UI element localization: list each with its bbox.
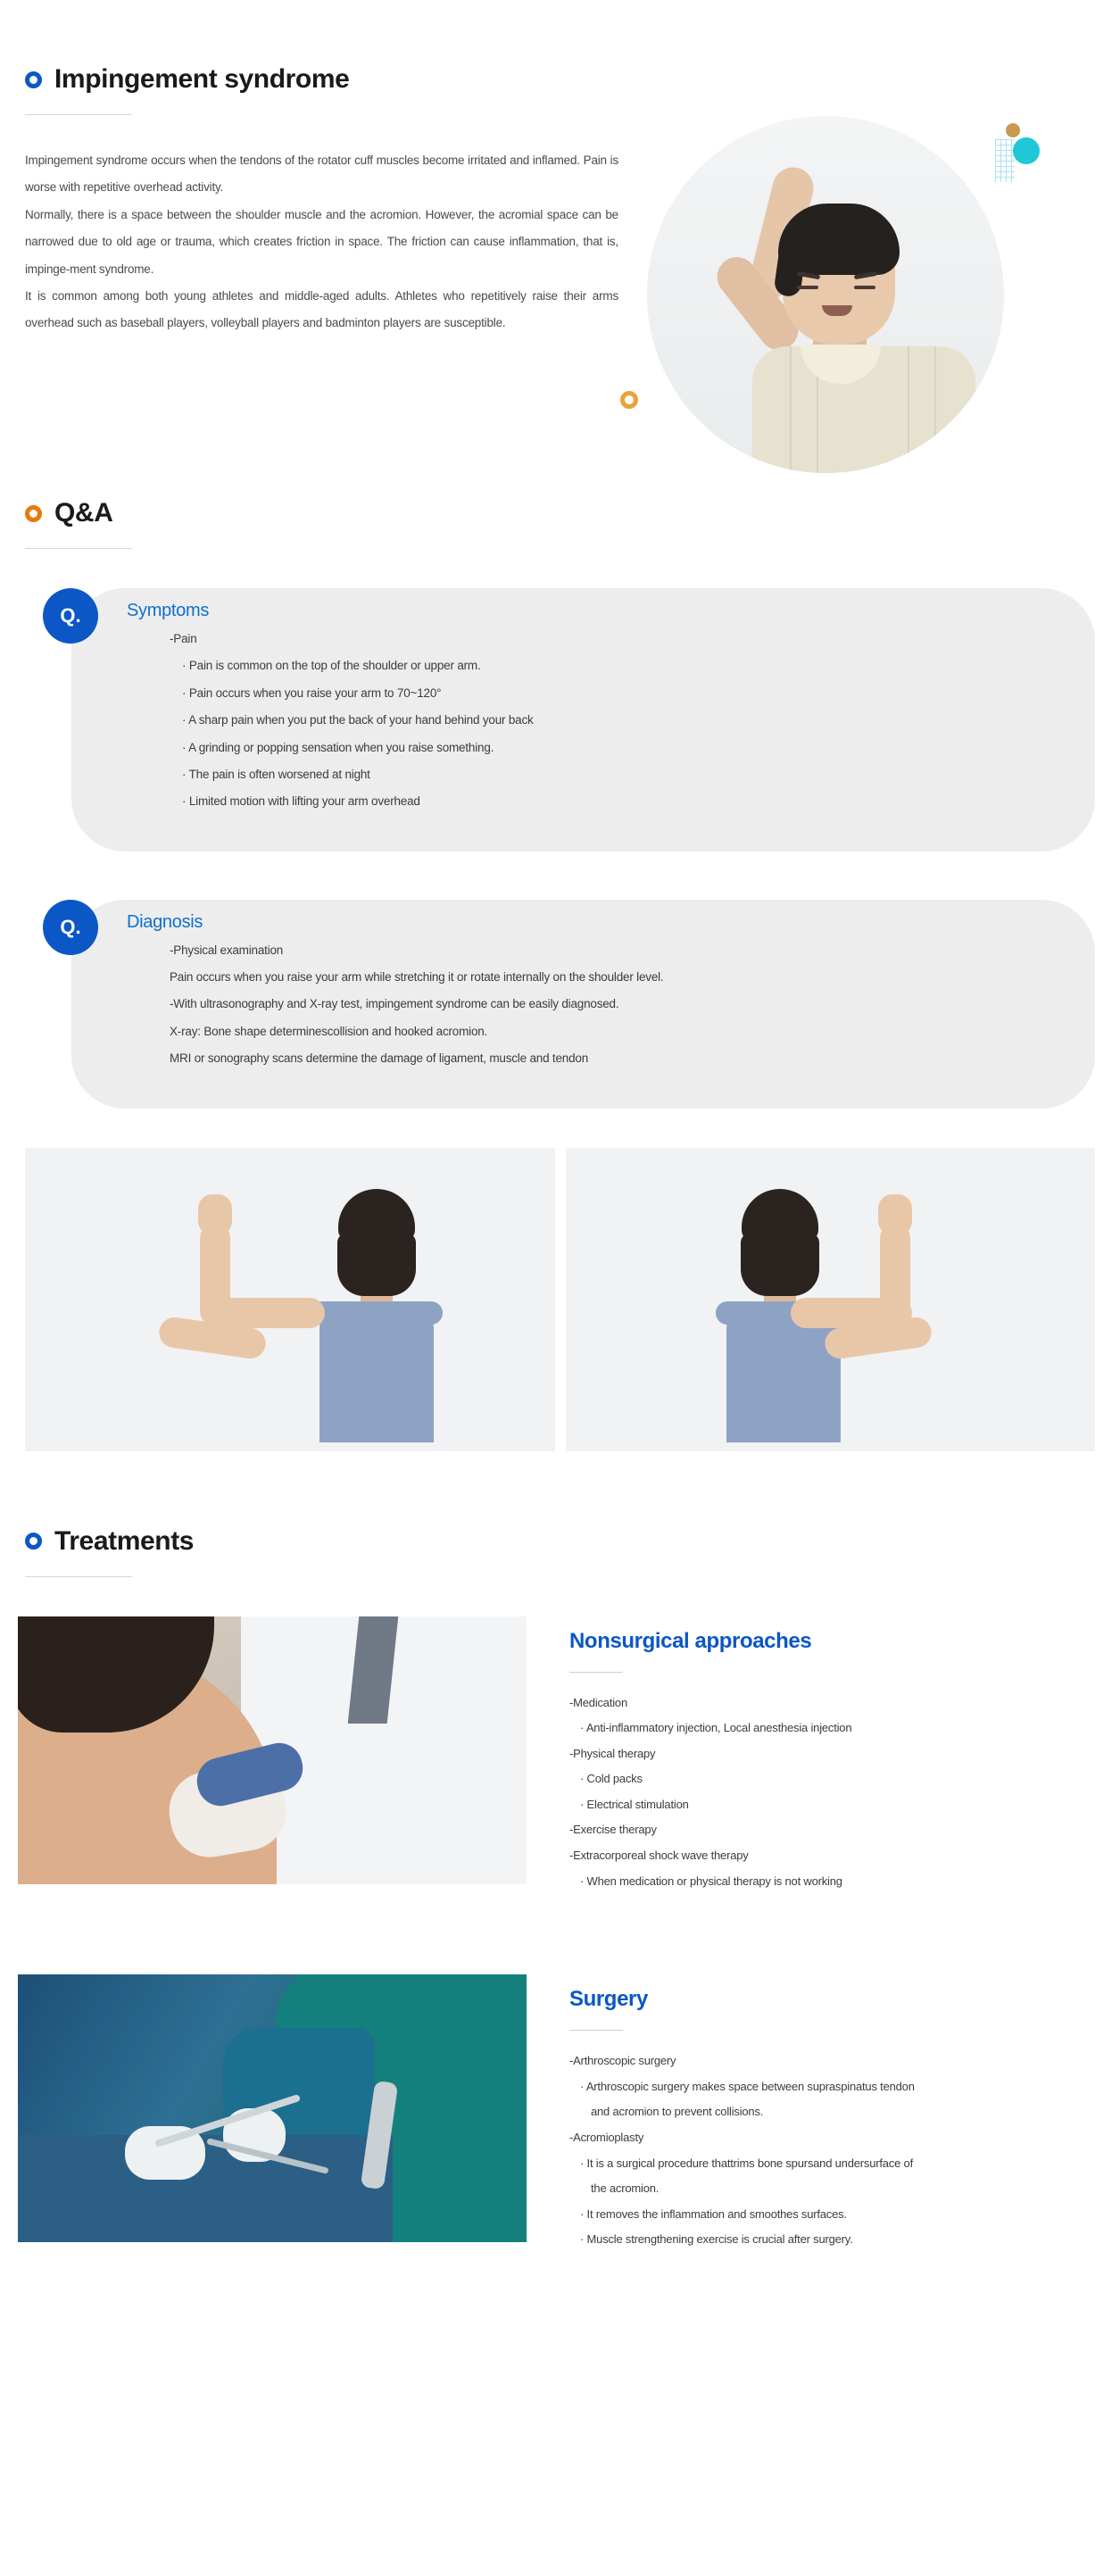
gold-dot-decoration (1006, 123, 1020, 137)
treatment-line: · Anti-inflammatory injection, Local anesthesia injection (580, 1721, 852, 1735)
treatment-line: -Acromioplasty (569, 2131, 644, 2145)
model-hair (742, 1189, 818, 1241)
answer-line: · Pain is common on the top of the shoulder or upper arm. (182, 659, 481, 673)
model-hand (878, 1194, 912, 1235)
treatment-block (18, 1974, 1095, 2253)
treatment-line: · It removes the inflammation and smoothes surfaces. (580, 2206, 847, 2221)
treatment-text (569, 1616, 851, 1895)
heading-divider (25, 548, 132, 549)
qa-answer-bubble (71, 900, 1095, 1109)
treatment-line: the acromion. (591, 2181, 660, 2196)
qa-item (0, 588, 1120, 852)
qa-title: Q&A (54, 498, 113, 528)
qa-section (0, 498, 1120, 1109)
figure-eye (854, 286, 875, 289)
answer-line: -Physical examination (170, 943, 284, 957)
treatment-list (569, 1691, 851, 1895)
model-torso (726, 1309, 841, 1442)
treatment-line: -Physical therapy (569, 1746, 656, 1760)
bullet-ring-icon (25, 1533, 42, 1550)
qa-item (0, 900, 1120, 1109)
model-arm-vertical (880, 1223, 910, 1326)
answer-line: · A grinding or popping sensation when you raise something. (182, 740, 494, 754)
treatment-line: -Arthroscopic surgery (569, 2054, 676, 2068)
model-shoulders (309, 1301, 443, 1325)
figure-eye (797, 286, 818, 289)
qa-heading (0, 498, 1120, 528)
answer-line: Pain occurs when you raise your arm while stretching it or rotate internally on the shoulder level. (170, 970, 664, 984)
ultrasound-photo (18, 1616, 527, 1884)
hero-illustration (647, 116, 1040, 473)
surgical-drape (18, 2135, 393, 2242)
intro-paragraph: It is common among both young athletes and middle-aged adults. Athletes who repetitively raise their arms overhead such as baseball players, volleyball players and badminton players are susceptible. (25, 288, 618, 330)
surgery-photo (18, 1974, 527, 2242)
page-title: Impingement syndrome (54, 64, 350, 94)
answer-line: X-ray: Bone shape determinescollision and hooked acromion. (170, 1024, 488, 1038)
treatments-heading (0, 1526, 1120, 1557)
shirt-stripe (934, 346, 936, 473)
heading-divider (25, 114, 132, 115)
answer-line: · Limited motion with lifting your arm overhead (182, 794, 420, 809)
answer-line: · The pain is often worsened at night (182, 767, 370, 781)
treatment-line: · Electrical stimulation (580, 1797, 689, 1811)
model-hair-back (337, 1234, 416, 1296)
treatment-title: Surgery (569, 1987, 648, 2012)
model-hair-back (741, 1234, 819, 1296)
stretch-photo-right (566, 1148, 1096, 1451)
orange-ring-decoration (620, 391, 638, 409)
stretch-photo-row (25, 1148, 1095, 1451)
treatment-line: · Cold packs (580, 1772, 643, 1786)
treatment-line: · It is a surgical procedure thattrims bone spursand undersurface of (580, 2156, 913, 2170)
treatment-divider (569, 1672, 623, 1673)
heading-divider (25, 1576, 132, 1577)
answer-line: · A sharp pain when you put the back of your hand behind your back (182, 713, 534, 727)
answer-line: · Pain occurs when you raise your arm to 70~120° (182, 686, 442, 700)
dot-grid-decoration (995, 139, 1015, 182)
hero-photo (647, 116, 1004, 473)
treatment-line: and acromion to prevent collisions. (591, 2105, 764, 2119)
bullet-ring-orange-icon (25, 505, 42, 522)
model-torso (319, 1309, 434, 1442)
qa-item-title: Symptoms (127, 601, 210, 620)
treatments-title: Treatments (54, 1525, 195, 1556)
stretch-photo-left (25, 1148, 555, 1451)
treatment-block (18, 1616, 1095, 1895)
answer-line: -With ultrasonography and X-ray test, impingement syndrome can be easily diagnosed. (170, 997, 619, 1011)
shirt-stripe (790, 346, 792, 473)
answer-line: -Pain (170, 632, 197, 645)
treatment-title: Nonsurgical approaches (569, 1628, 812, 1653)
question-badge: Q. (43, 588, 98, 644)
intro-heading (0, 64, 1120, 95)
shirt-stripe (908, 346, 909, 473)
intro-paragraph: Impingement syndrome occurs when the tendons of the rotator cuff muscles become irritated and inflamed. Pain is worse with repetitive overhead activity. (25, 154, 618, 195)
treatment-line: · Arthroscopic surgery makes space between supraspinatus tendon (580, 2079, 915, 2093)
treatment-text (569, 1974, 915, 2253)
model-hand (198, 1194, 232, 1235)
cyan-dot-decoration (1013, 137, 1040, 164)
treatment-line: -Exercise therapy (569, 1823, 657, 1837)
intro-section (0, 0, 1120, 446)
model-arm-vertical (200, 1223, 230, 1326)
treatment-list (569, 2048, 915, 2253)
treatment-line: -Extracorporeal shock wave therapy (569, 1849, 749, 1863)
answer-line: MRI or sonography scans determine the damage of ligament, muscle and tendon (170, 1051, 589, 1066)
question-badge: Q. (43, 900, 98, 955)
treatment-line: · Muscle strengthening exercise is crucial after surgery. (580, 2232, 853, 2247)
treatments-section (0, 1526, 1120, 2254)
qa-item-title: Diagnosis (127, 911, 203, 932)
model-hair (338, 1189, 415, 1241)
treatment-divider (569, 2030, 623, 2031)
bullet-ring-icon (25, 71, 42, 88)
intro-body (25, 147, 618, 337)
treatment-line: · When medication or physical therapy is not working (580, 1874, 842, 1888)
intro-paragraph: Normally, there is a space between the shoulder muscle and the acromion. However, the acromial space can be narrowed due to old age or trauma, which creates friction in space. The friction can cause inflammation, that is, impinge-ment syndrome. (25, 207, 618, 276)
treatment-line: -Medication (569, 1695, 627, 1709)
qa-answer-bubble (71, 588, 1095, 852)
